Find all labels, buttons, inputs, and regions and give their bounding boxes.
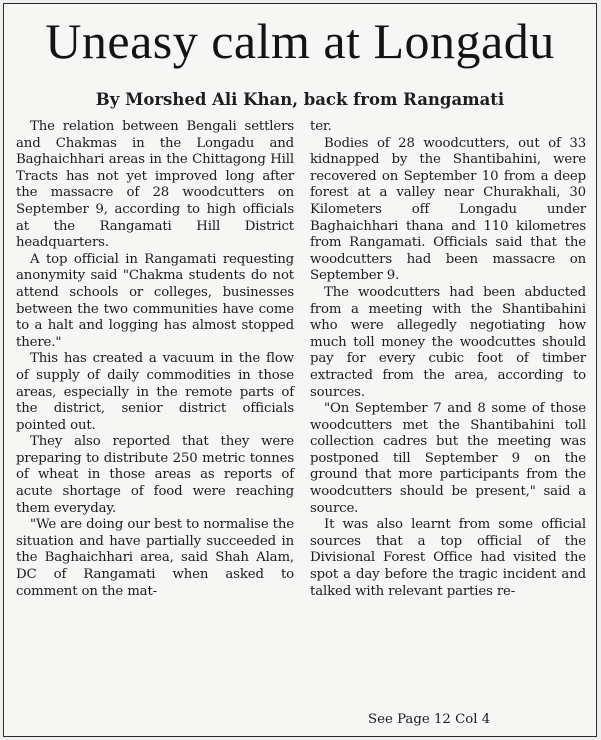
paragraph: The woodcutters had been abducted from a meeting with the Shantibahini who were allegedly negotiating how much toll money the woodcuttes should pay for every cubic foot of timber extracted from the area, according to sources.	[310, 284, 586, 400]
paragraph: This has created a vacuum in the flow of supply of daily commodities in those areas, especially in the remote parts of the district, senior district officials pointed out.	[16, 351, 294, 433]
article-column-left	[16, 119, 294, 600]
headline: Uneasy calm at Longadu	[45, 13, 555, 69]
paragraph: They also reported that they were preparing to distribute 250 metric tonnes of wheat in those areas as reports of acute shortage of food were reaching them everyday.	[16, 434, 294, 516]
paragraph: A top official in Rangamati requesting anonymity said "Chakma students do not attend schools or colleges, businesses between the two communities have come to a halt and logging has almost stopped there."	[16, 251, 294, 350]
paragraph: Bodies of 28 woodcutters, out of 33 kidnapped by the Shantibahini, were recovered on September 10 from a deep forest at a valley near Churakhali, 30 Kilometers off Longadu under Baghaichhari thana and 110 kilometres from Rangamati. Officials said that the woodcutters had been massacre on September 9.	[310, 135, 586, 284]
paragraph: It was also learnt from some official sources that a top official of the Divisional Forest Office had visited the spot a day before the tragic incident and talked with relevant parties re-	[310, 517, 586, 599]
article-column-right	[310, 119, 586, 600]
paragraph: "On September 7 and 8 some of those woodcutters met the Shantibahini toll collection cadres but the meeting was postponed till September 9 on the ground that more participants from the woodcutters should be present," said a source.	[310, 401, 586, 516]
paragraph-continuation: ter.	[310, 119, 332, 134]
paragraph: The relation between Bengali settlers and Chakmas in the Longadu and Baghaichhari areas in the Chittagong Hill Tracts has not yet improved long after the massacre of 28 woodcutters on September 9, according to high officials at the Rangamati Hill District headquarters.	[16, 119, 294, 251]
paragraph: "We are doing our best to normalise the situation and have partially succeeded in the Baghaichhari area, said Shah Alam, DC of Rangamati when asked to comment on the mat-	[16, 517, 294, 599]
byline: By Morshed Ali Khan, back from Rangamati	[95, 90, 505, 109]
continuation-note: See Page 12 Col 4	[368, 712, 491, 727]
